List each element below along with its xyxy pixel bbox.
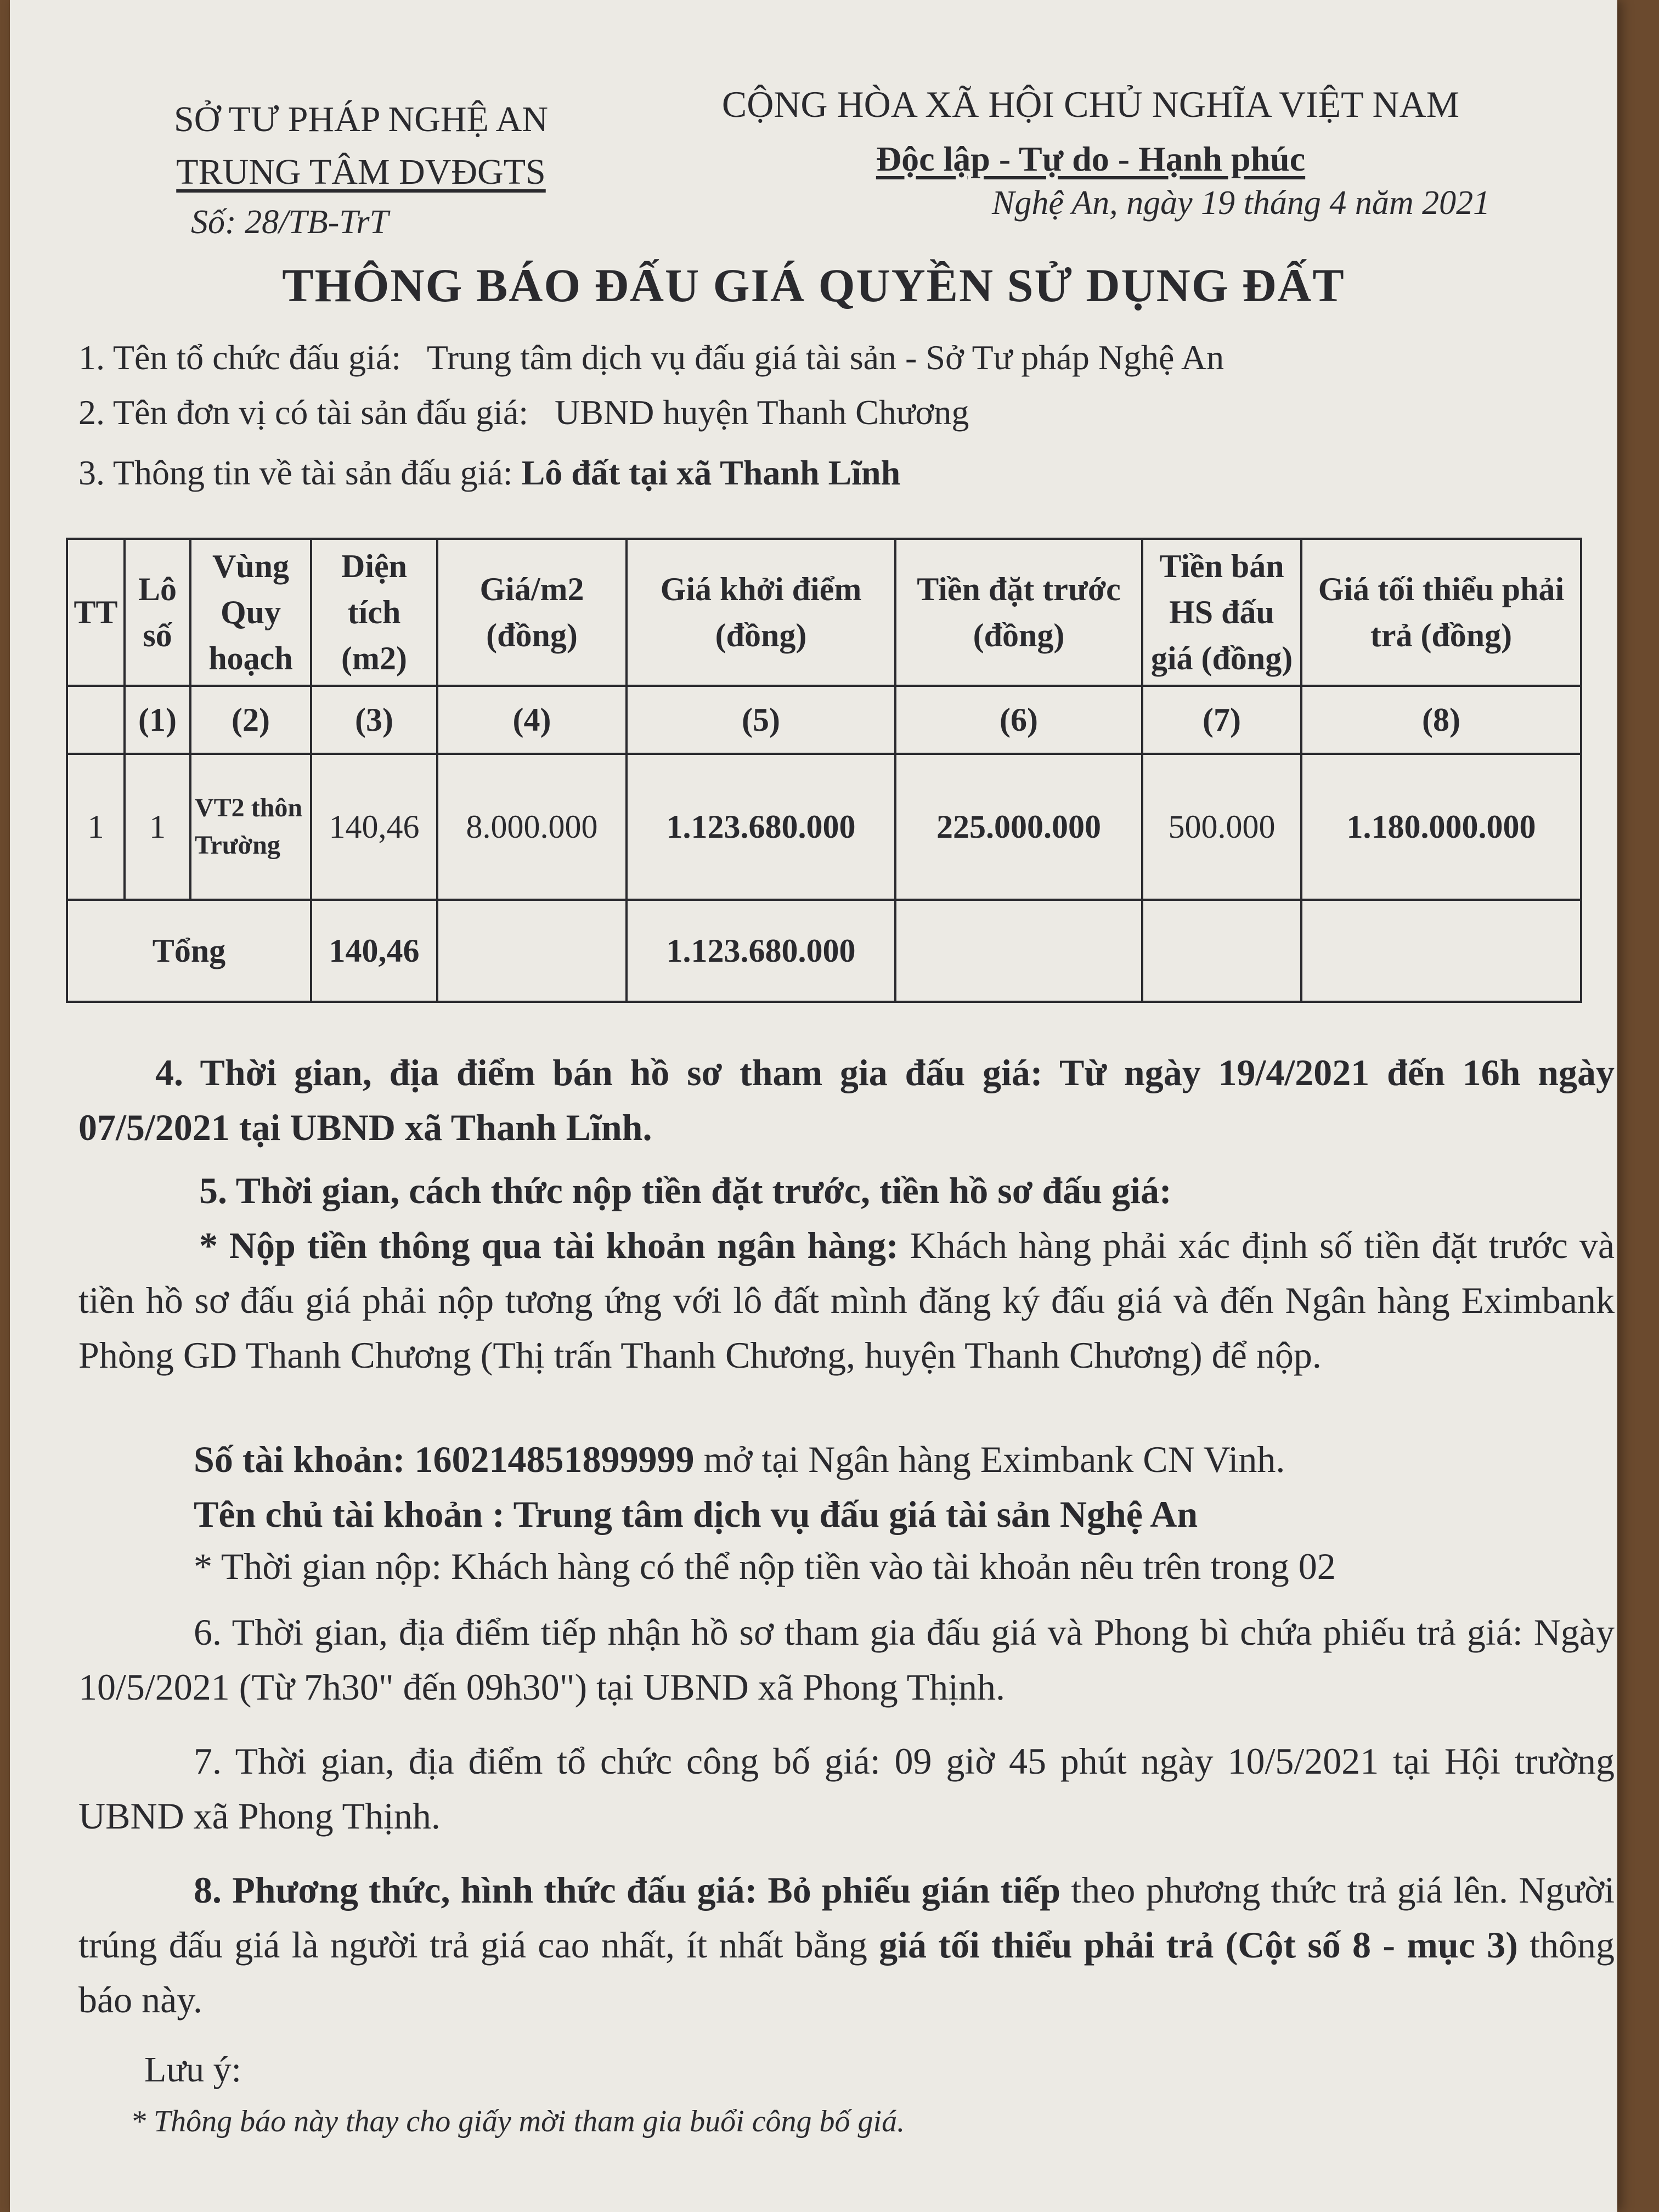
total-empty: [1301, 900, 1581, 1002]
total-empty: [437, 900, 627, 1002]
bank-payment-label: * Nộp tiền thông qua tài khoản ngân hàng:: [199, 1224, 899, 1266]
col-header-start-price: Giá khởi điểm (đồng): [627, 539, 895, 686]
item-2-value: UBND huyện Thanh Chương: [555, 393, 969, 432]
auction-method-label: 8. Phương thức, hình thức đấu giá: Bỏ phiếu gián tiếp: [194, 1869, 1061, 1911]
col-number: (5): [627, 686, 895, 754]
col-header-zone: Vùng Quy hoạch: [190, 539, 311, 686]
item-1-label: 1. Tên tổ chức đấu giá:: [78, 338, 401, 377]
total-empty: [1142, 900, 1301, 1002]
col-number: (4): [437, 686, 627, 754]
account-bank: mở tại Ngân hàng Eximbank CN Vinh.: [703, 1438, 1285, 1480]
col-header-area: Diện tích (m2): [311, 539, 437, 686]
item-2: [78, 392, 969, 433]
document-title: THÔNG BÁO ĐẤU GIÁ QUYỀN SỬ DỤNG ĐẤT: [282, 259, 1345, 312]
item-3: [78, 453, 900, 493]
account-number-line: [78, 1432, 1615, 1487]
cell-price-m2: 8.000.000: [437, 754, 627, 900]
col-header-deposit: Tiền đặt trước (đồng): [895, 539, 1142, 686]
cell-area: 140,46: [311, 754, 437, 900]
section-8: [78, 1863, 1615, 2027]
section-6: 6. Thời gian, địa điểm tiếp nhận hồ sơ tham gia đấu giá và Phong bì chứa phiếu trả giá: Ngày 10/5/2021 (Từ 7h30" đến 09h30") tại UBND xã Phong Thịnh.: [78, 1611, 1615, 1708]
col-header-lot: Lô số: [125, 539, 190, 686]
cell-lot: 1: [125, 754, 190, 900]
col-number: (3): [311, 686, 437, 754]
note-label: Lưu ý:: [144, 2050, 241, 2090]
note-text: * Thông báo này thay cho giấy mời tham gia buổi công bố giá.: [131, 2104, 905, 2138]
item-2-label: 2. Tên đơn vị có tài sản đấu giá:: [78, 393, 529, 432]
account-number: Số tài khoản: 160214851899999: [194, 1438, 695, 1480]
issuing-organization: [136, 93, 586, 199]
auction-table: [66, 538, 1582, 1003]
total-start-price: 1.123.680.000: [627, 900, 895, 1002]
col-number: (1): [125, 686, 190, 754]
section-4: 4. Thời gian, địa điểm bán hồ sơ tham gia đấu giá: Từ ngày 19/4/2021 đến 16h ngày 07/5/2021 tại UBND xã Thanh Lĩnh.: [78, 1052, 1615, 1148]
table-row: [67, 754, 1581, 900]
minimum-price-reference: giá tối thiểu phải trả (Cột số 8 - mục 3): [879, 1924, 1518, 1966]
total-area: 140,46: [311, 900, 437, 1002]
cell-zone: VT2 thôn Trường: [190, 754, 311, 900]
national-motto: Độc lập - Tự do - Hạnh phúc: [876, 139, 1306, 178]
date-line: Nghệ An, ngày 19 tháng 4 năm 2021: [992, 184, 1491, 222]
org-line-2: TRUNG TÂM DVĐGTS: [176, 152, 546, 192]
section-7: 7. Thời gian, địa điểm tổ chức công bố giá: 09 giờ 45 phút ngày 10/5/2021 tại Hội trường UBND xã Phong Thịnh.: [78, 1740, 1615, 1837]
item-1-value: Trung tâm dịch vụ đấu giá tài sản - Sở Tư pháp Nghệ An: [426, 338, 1224, 377]
cell-tt: 1: [67, 754, 125, 900]
col-header-price-m2: Giá/m2 (đồng): [437, 539, 627, 686]
col-header-dossier-fee: Tiền bán HS đấu giá (đồng): [1142, 539, 1301, 686]
col-number: (2): [190, 686, 311, 754]
total-empty: [895, 900, 1142, 1002]
table-header-row: [67, 539, 1581, 686]
cell-dossier-fee: 500.000: [1142, 754, 1301, 900]
section-5-title: 5. Thời gian, cách thức nộp tiền đặt trước, tiền hồ sơ đấu giá:: [199, 1170, 1172, 1211]
column-number-row: [67, 686, 1581, 754]
org-line-1: SỞ TƯ PHÁP NGHỆ AN: [174, 99, 548, 139]
col-header-min-price: Giá tối thiểu phải trả (đồng): [1301, 539, 1581, 686]
section-5-bank: [78, 1218, 1615, 1383]
auction-method-text-end: thông báo này.: [78, 1924, 1615, 2021]
col-number: (8): [1301, 686, 1581, 754]
col-header-tt: TT: [67, 539, 125, 686]
total-row: [67, 900, 1581, 1002]
account-owner: Tên chủ tài khoản : Trung tâm dịch vụ đấu giá tài sản Nghệ An: [194, 1493, 1198, 1535]
payment-time: * Thời gian nộp: Khách hàng có thể nộp tiền vào tài khoản nêu trên trong 02: [194, 1545, 1336, 1587]
cell-start-price: 1.123.680.000: [627, 754, 895, 900]
col-number: (6): [895, 686, 1142, 754]
auction-method-text: theo phương thức trả giá lên. Người trúng đấu giá là người trả giá cao nhất, ít nhất bằng: [78, 1869, 1615, 1966]
bank-payment-text: Khách hàng phải xác định số tiền đặt trước và tiền hồ sơ đấu giá phải nộp tương ứng với lô đất mình đăng ký đấu giá và đến Ngân hàng Eximbank Phòng GD Thanh Chương (Thị trấn Thanh Chương, huyện Thanh Chương) để nộp.: [78, 1224, 1615, 1376]
document-page: [10, 0, 1617, 2212]
cell-deposit: 225.000.000: [895, 754, 1142, 900]
col-number: (7): [1142, 686, 1301, 754]
col-number: [67, 686, 125, 754]
reference-number: Số: 28/TB-TrT: [191, 204, 389, 241]
item-3-label: 3. Thông tin về tài sản đấu giá:: [78, 453, 513, 492]
country-name: CỘNG HÒA XÃ HỘI CHỦ NGHĨA VIỆT NAM: [721, 83, 1460, 125]
item-3-value: Lô đất tại xã Thanh Lĩnh: [521, 453, 901, 492]
total-label: Tổng: [67, 900, 311, 1002]
national-header: [657, 77, 1524, 187]
cell-min-price: 1.180.000.000: [1301, 754, 1581, 900]
item-1: [78, 337, 1224, 378]
